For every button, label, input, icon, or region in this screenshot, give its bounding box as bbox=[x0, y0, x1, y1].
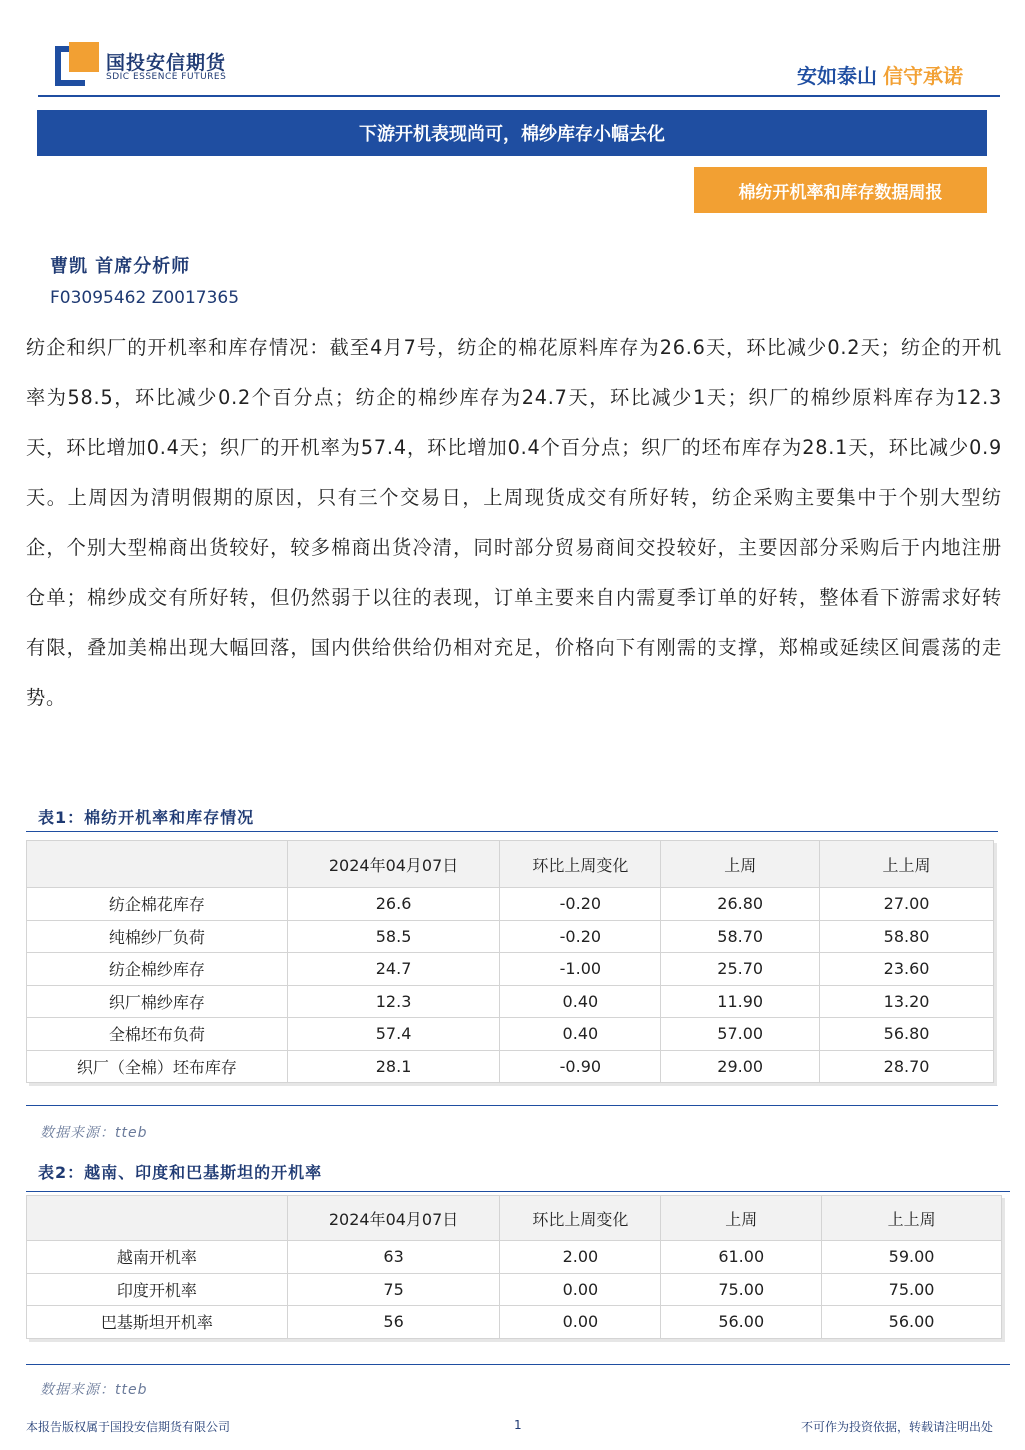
table1-title: 表1：棉纺开机率和库存情况 bbox=[38, 808, 255, 827]
table-header-cell: 上周 bbox=[661, 841, 820, 888]
table-cell: 纯棉纱厂负荷 bbox=[27, 920, 288, 953]
table-cell: 25.70 bbox=[661, 953, 820, 986]
table-header-cell bbox=[27, 1196, 288, 1241]
table2-title: 表2：越南、印度和巴基斯坦的开机率 bbox=[38, 1163, 323, 1182]
report-title: 下游开机表现尚可，棉纱库存小幅去化 bbox=[37, 110, 987, 156]
table-cell: 26.6 bbox=[287, 888, 500, 921]
table1-source: 数据来源：tteb bbox=[40, 1125, 148, 1141]
company-logo-icon bbox=[55, 42, 99, 86]
table-cell: 63 bbox=[287, 1241, 500, 1274]
table2-title-divider bbox=[26, 1191, 1010, 1192]
table-cell: 13.20 bbox=[820, 985, 994, 1018]
table-header-cell: 2024年04月07日 bbox=[287, 841, 500, 888]
table-cell: 2.00 bbox=[500, 1241, 661, 1274]
table-cell: 75 bbox=[287, 1273, 500, 1306]
header-divider bbox=[38, 95, 1000, 97]
table-cell: 56.80 bbox=[820, 1018, 994, 1051]
table-cell: 28.70 bbox=[820, 1050, 994, 1083]
table-cell: 28.1 bbox=[287, 1050, 500, 1083]
table-header-row bbox=[27, 1196, 1002, 1241]
table-header-cell: 上上周 bbox=[820, 841, 994, 888]
table2-bottom-divider bbox=[26, 1364, 1010, 1365]
table-cell: 11.90 bbox=[661, 985, 820, 1018]
table-cell: -0.20 bbox=[500, 920, 661, 953]
table-header-cell: 环比上周变化 bbox=[500, 841, 661, 888]
table-row bbox=[27, 920, 994, 953]
table-row bbox=[27, 1018, 994, 1051]
table-cell: 56.00 bbox=[822, 1306, 1002, 1339]
slogan bbox=[797, 60, 963, 89]
table-cell: 58.5 bbox=[287, 920, 500, 953]
table1-title-divider bbox=[26, 831, 998, 832]
page-number: 1 bbox=[514, 1418, 522, 1432]
table-cell: 12.3 bbox=[287, 985, 500, 1018]
table-cell: 56 bbox=[287, 1306, 500, 1339]
table-cell: 58.80 bbox=[820, 920, 994, 953]
table-cell: 0.00 bbox=[500, 1273, 661, 1306]
table-cell: 织厂棉纱库存 bbox=[27, 985, 288, 1018]
footer-disclaimer: 不可作为投资依据，转载请注明出处 bbox=[800, 1420, 993, 1434]
table-header-cell: 环比上周变化 bbox=[500, 1196, 661, 1241]
table-row bbox=[27, 1306, 1002, 1339]
report-tag: 棉纺开机率和库存数据周报 bbox=[694, 167, 987, 213]
author-cert: F03095462 Z0017365 bbox=[50, 288, 240, 308]
table-cell: 29.00 bbox=[661, 1050, 820, 1083]
table-cell: 纺企棉花库存 bbox=[27, 888, 288, 921]
table-cell: 全棉坯布负荷 bbox=[27, 1018, 288, 1051]
table-cell: 75.00 bbox=[822, 1273, 1002, 1306]
table-header-cell: 上上周 bbox=[822, 1196, 1002, 1241]
table-cell: 巴基斯坦开机率 bbox=[27, 1306, 288, 1339]
table-header-cell: 上周 bbox=[661, 1196, 822, 1241]
slogan-part-a: 安如泰山 bbox=[797, 64, 877, 88]
table-cell: 27.00 bbox=[820, 888, 994, 921]
table-row bbox=[27, 1050, 994, 1083]
company-name-cn: 国投安信期货 bbox=[106, 52, 227, 74]
author-name: 曹凯 首席分析师 bbox=[50, 256, 191, 277]
table-header-cell bbox=[27, 841, 288, 888]
table-cell: 75.00 bbox=[661, 1273, 822, 1306]
table1 bbox=[26, 840, 994, 1083]
table-row bbox=[27, 1273, 1002, 1306]
table2-source: 数据来源：tteb bbox=[40, 1382, 148, 1398]
table-row bbox=[27, 985, 994, 1018]
table1-bottom-divider bbox=[26, 1105, 998, 1106]
table-cell: 59.00 bbox=[822, 1241, 1002, 1274]
table-cell: 57.00 bbox=[661, 1018, 820, 1051]
table-cell: -0.20 bbox=[500, 888, 661, 921]
table-cell: 0.40 bbox=[500, 1018, 661, 1051]
table-row bbox=[27, 888, 994, 921]
table-cell: 0.40 bbox=[500, 985, 661, 1018]
table-cell: 越南开机率 bbox=[27, 1241, 288, 1274]
company-name-en: SDIC ESSENCE FUTURES bbox=[106, 72, 227, 82]
footer-copyright: 本报告版权属于国投安信期货有限公司 bbox=[26, 1420, 231, 1434]
table-cell: 57.4 bbox=[287, 1018, 500, 1051]
table-cell: 纺企棉纱库存 bbox=[27, 953, 288, 986]
table-cell: 58.70 bbox=[661, 920, 820, 953]
table-cell: -0.90 bbox=[500, 1050, 661, 1083]
table-header-cell: 2024年04月07日 bbox=[287, 1196, 500, 1241]
table-cell: 0.00 bbox=[500, 1306, 661, 1339]
table-cell: 23.60 bbox=[820, 953, 994, 986]
body-paragraph: 纺企和织厂的开机率和库存情况：截至4月7号，纺企的棉花原料库存为26.6天，环比减少0.2天；纺企的开机率为58.5，环比减少0.2个百分点；纺企的棉纱库存为24.7天，环比减少1天；织厂的棉纱原料库存为12.3天，环比增加0.4天；织厂的开机率为57.4，环比增加0.4个百分点；织厂的坯布库存为28.1天，环比减少0.9天。上周因为清明假期的原因，只有三个交易日，上周现货成交有所好转，纺企采购主要集中于个别大型纺企，个别大型棉商出货较好，较多棉商出货冷清，同时部分贸易商间交投较好，主要因部分采购后于内地注册仓单；棉纱成交有所好转，但仍然弱于以往的表现，订单主要来自内需夏季订单的好转，整体看下游需求好转有限，叠加美棉出现大幅回落，国内供给供给仍相对充足，价格向下有刚需的支撑，郑棉或延续区间震荡的走势。 bbox=[26, 336, 1002, 709]
table2 bbox=[26, 1195, 1002, 1339]
table-header-row bbox=[27, 841, 994, 888]
table-row bbox=[27, 1241, 1002, 1274]
table-row bbox=[27, 953, 994, 986]
table-cell: 24.7 bbox=[287, 953, 500, 986]
slogan-part-b: 信守承诺 bbox=[883, 64, 963, 88]
table-cell: 26.80 bbox=[661, 888, 820, 921]
table-cell: 61.00 bbox=[661, 1241, 822, 1274]
table-cell: 织厂（全棉）坯布库存 bbox=[27, 1050, 288, 1083]
table-cell: -1.00 bbox=[500, 953, 661, 986]
table-cell: 56.00 bbox=[661, 1306, 822, 1339]
table-cell: 印度开机率 bbox=[27, 1273, 288, 1306]
